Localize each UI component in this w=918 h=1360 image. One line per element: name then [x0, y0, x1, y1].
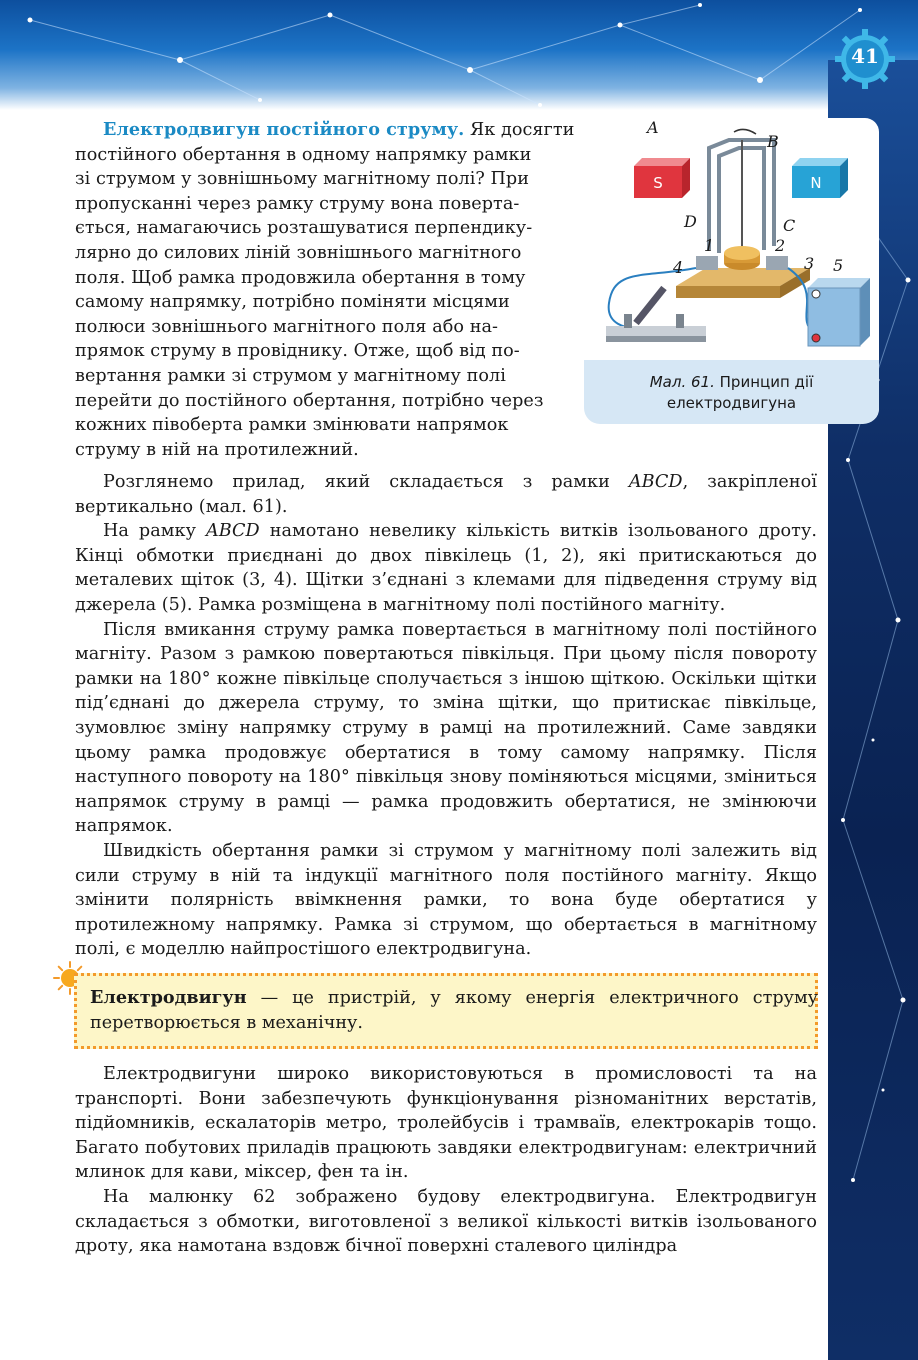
body-text [75, 470, 817, 962]
intro-line: вертання рамки зі струмом у магнітному полі [75, 365, 506, 386]
caption-label: Мал. 61. [649, 373, 715, 391]
header-banner [0, 0, 918, 110]
figure-label-4: 4 [673, 258, 684, 277]
magnet-s-label: S [653, 174, 663, 192]
intro-line: зі струмом у зовнішньому магнітному полі? При [75, 169, 529, 190]
intro-line: полюси зовнішнього магнітного поля або на- [75, 316, 499, 337]
paragraph-5: Електродвигуни широко використовуються в промисловості та на транспорті. Вони забезпечують функціонування різноманітних верстатів, підйомників, ескалаторів метро, тролейбусів і трамваїв, електрокарів тощо. Багато побутових приладів працюють завдяки електродвигунам: електричний млинок для кави, міксер, фен та ін. [75, 1064, 817, 1183]
intro-line: постійного обертання в одному напрямку рамки [75, 144, 532, 165]
body-text-lower [75, 1062, 817, 1259]
intro-line: прямок струму в провіднику. Отже, щоб від по- [75, 341, 520, 362]
intro-column [75, 118, 575, 462]
caption-text-2: електродвигуна [666, 394, 797, 412]
figure-label-2: 2 [775, 236, 786, 255]
definition-term: Електродвигун [90, 987, 247, 1008]
figure-label-3: 3 [804, 254, 815, 273]
power-source-icon [808, 278, 870, 346]
figure-label-a: A [647, 118, 659, 137]
commutator-half-rings [724, 246, 760, 270]
figure-label-d: D [684, 212, 697, 231]
paragraph-3: Після вмикання струму рамка повертається в магнітному полі постійного магніту. Разом з рамкою повертаються півкільця. При цьому після повороту рамки на 180° кожне півкільце сполучається з іншою щіткою. Оскільки щітки під’єднані до джерела струму, то зміна щітки, що притискає півкільце, зумовлює зміну напрямку струму в рамці на протилежний. Саме завдяки цьому рамка продовжує обертатися в тому самому напрямку. Після наступного повороту на 180° півкільця знову поміняються місцями, зміниться напрямок струму в рамці — рамка продовжить обертатися, не змінюючи напрямок. [75, 619, 817, 837]
figure-label-1: 1 [704, 236, 715, 255]
figure-label-5: 5 [833, 256, 844, 275]
intro-line: самому напрямку, потрібно поміняти місцями [75, 292, 510, 313]
motor-principle-illustration [584, 118, 879, 368]
figure-caption [584, 360, 879, 424]
intro-line-1: Електродвигун постійного струму. Як досягти [103, 119, 575, 140]
intro-line: поля. Щоб рамка продовжила обертання в тому [75, 267, 526, 288]
magnet-n-label: N [810, 174, 822, 192]
figure-label-b: B [767, 132, 779, 151]
figure-label-c: C [783, 216, 796, 235]
intro-line: перейти до постійного обертання, потрібно через [75, 390, 544, 411]
page-number: 41 [851, 44, 879, 68]
definition-text: Електродвигун — це пристрій, у якому енергія електричного струму перетворюється в механічну. [90, 987, 818, 1033]
intro-line: пропусканні через рамку струму вона поверта- [75, 193, 520, 214]
intro-line: струму в ній на протилежний. [75, 439, 359, 460]
constellation-decoration [0, 0, 918, 110]
paragraph-4: Швидкість обертання рамки зі струмом у магнітному полі залежить від сили струму в ній та індукції магнітного поля постійного магніту. Якщо змінити полярність ввімкнення рамки, то вона буде обертатися у протилежному напрямку. Рамка зі струмом, що обертається в магнітному полі, є моделлю найпростішого електродвигуна. [75, 840, 817, 960]
paragraph-1: Розглянемо прилад, який складається з рамки ABCD, закріпленої вертикально (мал. 61). [75, 472, 817, 517]
intro-line: ється, намагаючись розташуватися перпендику- [75, 218, 533, 239]
section-heading: Електродвигун постійного струму. [103, 119, 465, 140]
intro-line: лярно до силових ліній зовнішнього магнітного [75, 242, 522, 263]
base-platform [676, 268, 810, 298]
paragraph-2: На рамку ABCD намотано невелику кількість витків ізольованого дроту. Кінці обмотки приєднані до двох півкілець (1, 2), які притискаються до металевих щіток (3, 4). Щітки з’єднані з клемами для підведення струму від джерела (5). Рамка розміщена в магнітному полі постійного магніту. [75, 521, 817, 615]
paragraph-6: На малюнку 62 зображено будову електродвигуна. Електродвигун складається з обмотки, виготовленої з великої кількості витків ізольованого дроту, яка намотана вздовж бічної поверхні сталевого циліндра [75, 1186, 817, 1257]
caption-text-1: Принцип дії [719, 373, 814, 391]
intro-line: кожних півоберта рамки змінювати напрямок [75, 415, 509, 436]
